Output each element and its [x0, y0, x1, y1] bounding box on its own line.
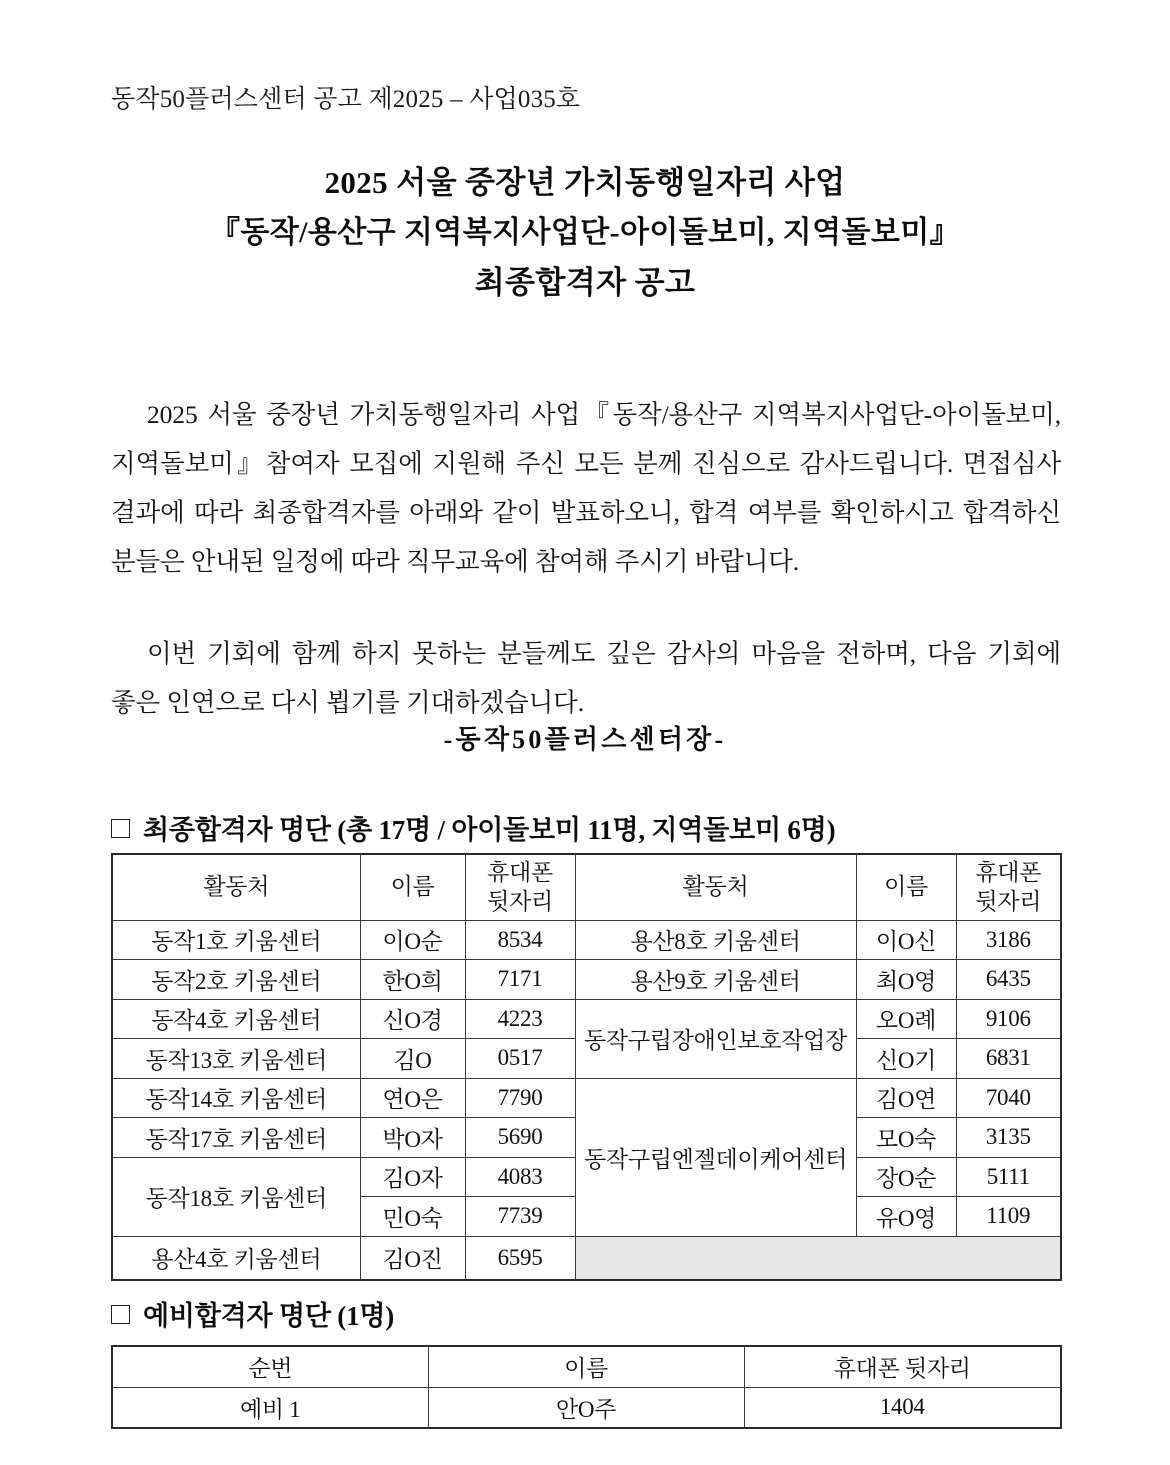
- cell-name-left: 연O은: [360, 1078, 465, 1118]
- final-pass-list-body: [112, 920, 1061, 1280]
- paragraph-1: 2025 서울 중장년 가치동행일자리 사업『동작/용산구 지역복지사업단-아이돌보미, 지역돌보미』참여자 모집에 지원해 주신 모든 분께 진심으로 감사드립니다. 면접심사 결과에 따라 최종합격자를 아래와 같이 발표하오니, 합격 여부를 확인하시고 합격하신 분들은 안내된 일정에 따라 직무교육에 참여해 주시기 바랍니다.: [111, 399, 1061, 576]
- cell-workplace-right: 용산9호 키움센터: [575, 960, 856, 1000]
- body-text: [111, 364, 1061, 752]
- cell-phone-right: 7040: [956, 1078, 1061, 1118]
- header-phone-right-line1: 휴대폰: [975, 860, 1042, 886]
- header-name-left: 이름: [360, 854, 465, 920]
- table-row: [112, 1236, 1061, 1280]
- final-pass-list-table: [111, 853, 1062, 1281]
- title-line-3: 최종합격자 공고: [474, 265, 696, 300]
- cell-name-right: 신O기: [856, 1039, 956, 1079]
- cell-name-right: 장O순: [856, 1157, 956, 1197]
- cell-phone-left: 7739: [465, 1197, 575, 1237]
- header-phone-right: [956, 854, 1061, 920]
- cell-name-right: 오O례: [856, 999, 956, 1039]
- cell-phone-left: 6595: [465, 1236, 575, 1280]
- empty-square-icon: [111, 1305, 130, 1324]
- table-row: [112, 1387, 1061, 1428]
- header-name: 이름: [428, 1346, 744, 1387]
- cell-phone-left: 8534: [465, 920, 575, 960]
- cell-phone: 1404: [744, 1387, 1061, 1428]
- cell-workplace-left: 동작1호 키움센터: [112, 920, 360, 960]
- cell-name-left: 이O순: [360, 920, 465, 960]
- cell-phone-right: 9106: [956, 999, 1061, 1039]
- document-title-block: [111, 158, 1059, 308]
- cell-phone-left: 0517: [465, 1039, 575, 1079]
- header-workplace-right: 활동처: [575, 854, 856, 920]
- reserve-pass-list-table: [111, 1345, 1062, 1429]
- cell-phone-left: 4083: [465, 1157, 575, 1197]
- section-heading-final-label: 최종합격자 명단 (총 17명 / 아이돌보미 11명, 지역돌보미 6명): [143, 815, 836, 845]
- document-number: 동작50플러스센터 공고 제2025 – 사업035호: [111, 86, 581, 113]
- signature-line: -동작50플러스센터장-: [443, 725, 727, 754]
- cell-name-right: 김O연: [856, 1078, 956, 1118]
- table-header-row: [112, 854, 1061, 920]
- cell-phone-left: 4223: [465, 999, 575, 1039]
- cell-workplace-right: 동작구립장애인보호작업장: [575, 999, 856, 1078]
- cell-name-left: 김O자: [360, 1157, 465, 1197]
- title-line-1: 2025 서울 중장년 가치동행일자리 사업: [324, 165, 846, 200]
- cell-phone-right: 6435: [956, 960, 1061, 1000]
- table-row: [112, 920, 1061, 960]
- header-phone-right-line2: 뒷자리: [975, 889, 1042, 915]
- reserve-pass-list-body: [112, 1387, 1061, 1428]
- cell-workplace-left: 동작13호 키움센터: [112, 1039, 360, 1079]
- cell-workplace-right: 동작구립엔젤데이케어센터: [575, 1078, 856, 1236]
- cell-name-left: 김O: [360, 1039, 465, 1079]
- cell-blank-shaded: [575, 1236, 1061, 1280]
- cell-phone-left: 7171: [465, 960, 575, 1000]
- cell-phone-right: 3135: [956, 1118, 1061, 1158]
- header-name-right: 이름: [856, 854, 956, 920]
- reserve-header-row: [112, 1346, 1061, 1387]
- table-row: [112, 1078, 1061, 1118]
- cell-phone-left: 7790: [465, 1078, 575, 1118]
- cell-workplace-left: 동작17호 키움센터: [112, 1118, 360, 1158]
- section-heading-final-list: [111, 808, 835, 847]
- table-row: [112, 999, 1061, 1039]
- cell-phone-right: 1109: [956, 1197, 1061, 1237]
- cell-phone-right: 5111: [956, 1157, 1061, 1197]
- cell-phone-left: 5690: [465, 1118, 575, 1158]
- empty-square-icon: [111, 819, 130, 838]
- cell-name-left: 김O진: [360, 1236, 465, 1280]
- cell-name-right: 모O숙: [856, 1118, 956, 1158]
- title-line-2: 『동작/용산구 지역복지사업단-아이돌보미, 지역돌보미』: [210, 216, 960, 249]
- header-workplace-left: 활동처: [112, 854, 360, 920]
- header-phone: 휴대폰 뒷자리: [744, 1346, 1061, 1387]
- cell-name-left: 신O경: [360, 999, 465, 1039]
- cell-name-right: 최O영: [856, 960, 956, 1000]
- cell-phone-right: 3186: [956, 920, 1061, 960]
- header-phone-left: [465, 854, 575, 920]
- cell-name-left: 박O자: [360, 1118, 465, 1158]
- table-row: [112, 960, 1061, 1000]
- header-phone-left-line1: 휴대폰: [487, 860, 553, 886]
- header-order: 순번: [112, 1346, 428, 1387]
- cell-name-left: 민O숙: [360, 1197, 465, 1237]
- cell-order: 예비 1: [112, 1387, 428, 1428]
- cell-workplace-right: 용산8호 키움센터: [575, 920, 856, 960]
- section-heading-reserve-label: 예비합격자 명단 (1명): [143, 1301, 395, 1331]
- cell-name-left: 한O희: [360, 960, 465, 1000]
- cell-workplace-left: 동작18호 키움센터: [112, 1157, 360, 1236]
- cell-name: 안O주: [428, 1387, 744, 1428]
- paragraph-2: 이번 기회에 함께 하지 못하는 분들께도 깊은 감사의 마음을 전하며, 다음 기회에 좋은 인연으로 다시 뵙기를 기대하겠습니다.: [111, 638, 1061, 717]
- cell-phone-right: 6831: [956, 1039, 1061, 1079]
- cell-workplace-left: 동작2호 키움센터: [112, 960, 360, 1000]
- header-phone-left-line2: 뒷자리: [487, 889, 553, 915]
- cell-workplace-left: 용산4호 키움센터: [112, 1236, 360, 1280]
- cell-name-right: 유O영: [856, 1197, 956, 1237]
- cell-name-right: 이O신: [856, 920, 956, 960]
- cell-workplace-left: 동작14호 키움센터: [112, 1078, 360, 1118]
- cell-workplace-left: 동작4호 키움센터: [112, 999, 360, 1039]
- section-heading-reserve-list: [111, 1294, 394, 1333]
